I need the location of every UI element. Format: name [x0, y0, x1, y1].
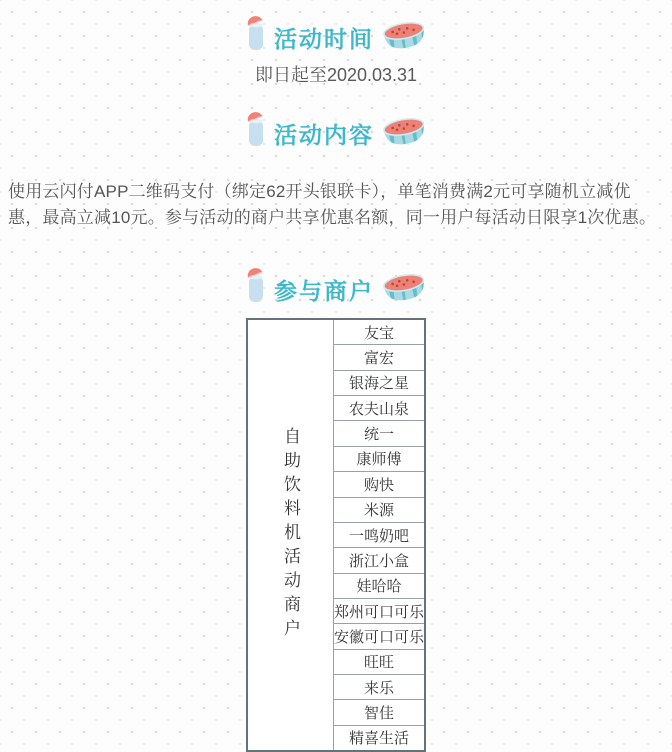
activity-description: 使用云闪付APP二维码支付（绑定62开头银联卡），单笔消费满2元可享随机立减优惠，最高立减10元。参与活动的商户共享优惠名额，同一用户每活动日限享1次优惠。	[8, 182, 657, 227]
merchant-row	[334, 472, 424, 497]
drink-cup-icon	[245, 14, 267, 57]
merchant-row	[334, 574, 424, 599]
merchant-name: 一鸣奶吧	[348, 527, 409, 545]
merchant-row	[334, 345, 424, 370]
merchant-name: 来乐	[363, 679, 394, 697]
merchant-name: 统一	[363, 426, 394, 444]
merchant-row	[334, 447, 424, 472]
merchants-heading	[0, 270, 672, 308]
merchant-row	[334, 523, 424, 548]
merchant-row	[334, 421, 424, 446]
merchant-name: 银海之星	[348, 375, 409, 393]
merchant-row	[334, 624, 424, 649]
merchant-row	[334, 498, 424, 523]
activity-date: 即日起至2020.03.31	[254, 65, 418, 85]
drink-cup-icon	[245, 266, 267, 309]
merchant-name: 富宏	[363, 350, 394, 368]
merchant-list	[334, 320, 424, 750]
watermelon-icon	[381, 16, 427, 59]
merchant-name: 米源	[363, 502, 394, 520]
watermelon-icon	[381, 112, 427, 155]
section-title: 活动时间	[274, 25, 374, 52]
merchant-table-row-header	[248, 320, 334, 750]
merchant-name: 旺旺	[363, 654, 394, 672]
merchant-row	[334, 371, 424, 396]
merchant-name: 娃哈哈	[356, 578, 402, 596]
section-title: 参与商户	[274, 277, 374, 304]
merchant-name: 郑州可口可乐	[334, 603, 425, 621]
merchant-name: 浙江小盒	[348, 552, 409, 570]
merchant-row	[334, 548, 424, 573]
merchant-row	[334, 700, 424, 725]
merchant-name: 友宝	[363, 324, 394, 342]
merchant-name: 康师傅	[356, 451, 402, 469]
merchant-row	[334, 650, 424, 675]
merchant-row	[334, 726, 424, 750]
merchant-row	[334, 675, 424, 700]
vertical-header-text: 自助饮料机活动商户	[281, 427, 300, 643]
merchant-name: 购快	[363, 476, 394, 494]
merchant-row	[334, 396, 424, 421]
merchant-row	[334, 599, 424, 624]
watermelon-icon	[381, 268, 427, 311]
merchant-name: 智佳	[363, 705, 394, 723]
merchant-name: 精喜生活	[348, 730, 409, 748]
merchant-name: 农夫山泉	[348, 400, 409, 418]
merchant-name: 安徽可口可乐	[334, 628, 425, 646]
drink-cup-icon	[245, 110, 267, 153]
activity-content-heading	[0, 114, 672, 152]
section-title: 活动内容	[274, 121, 374, 148]
merchant-row	[334, 320, 424, 345]
activity-time-heading	[0, 18, 672, 56]
merchant-table	[246, 318, 426, 752]
